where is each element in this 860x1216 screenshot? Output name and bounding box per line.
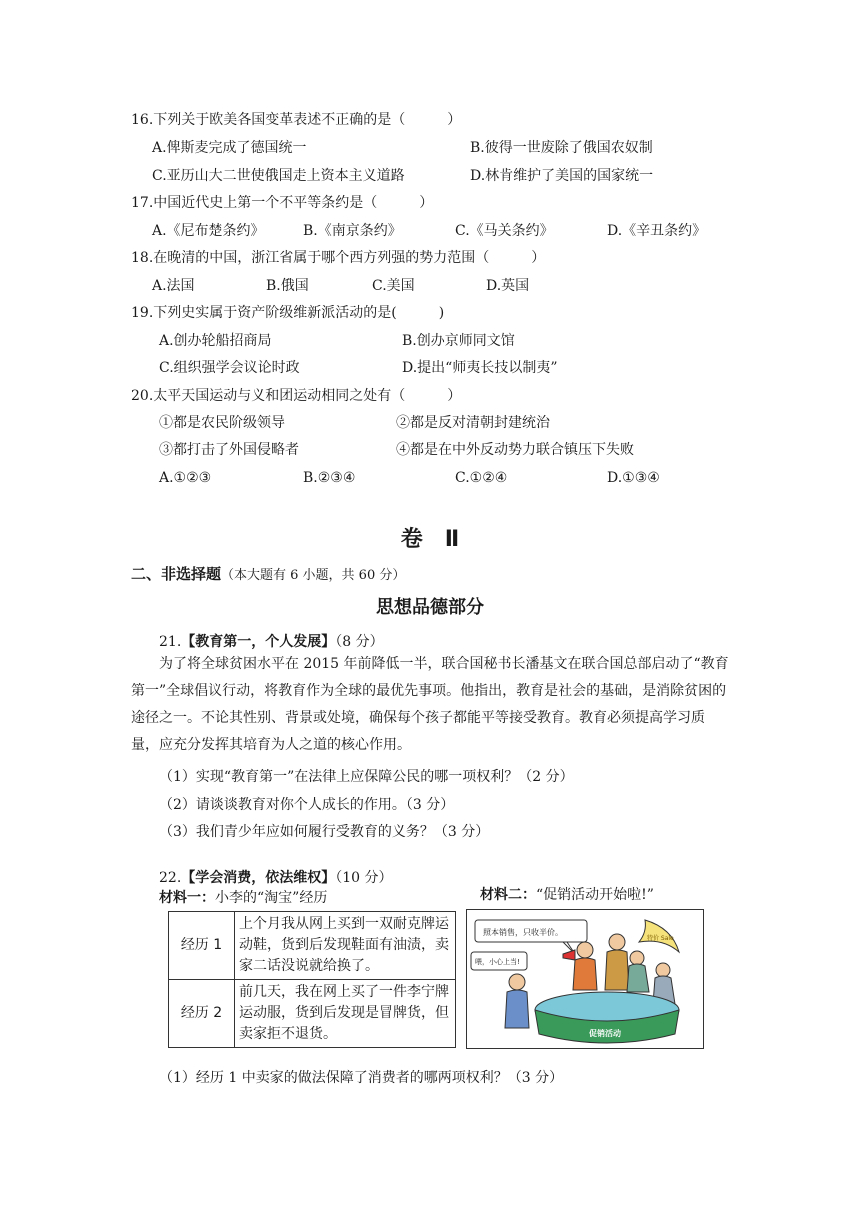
question-20-statement-4: ④都是在中外反动势力联合镇压下失败 [396,442,634,458]
question-18-option-d: D.英国 [486,278,530,294]
question-22-title: 【学会消费，依法维权】 [181,870,336,886]
question-22-heading [159,868,393,888]
question-20-option-b: B.②③④ [303,470,356,486]
material-one-label: 材料一： [159,890,215,906]
part-two-note: （本大题有 6 小题，共 60 分） [221,568,406,583]
question-19-option-b: B.创办京师同文馆 [402,333,515,349]
question-21-score: （8 分） [335,634,384,650]
vendor-head [577,942,593,958]
question-19-stem: 19.下列史实属于资产阶级维新派活动的是( ) [131,305,445,321]
question-18-option-b: B.俄国 [266,278,309,294]
material-one-title: 小李的“淘宝”经历 [215,890,328,906]
question-17-option-c: C.《马关条约》 [455,223,554,239]
question-20-stem: 20.太平天国运动与义和团运动相同之处有（ ） [131,388,462,404]
experience-table [168,911,456,1048]
question-21-sub-1: （1）实现“教育第一”在法律上应保障公民的哪一项权利？（2 分） [159,769,574,785]
subject-title: 思想品德部分 [376,597,484,618]
question-19-option-c: C.组织强学会议论时政 [159,360,300,376]
volume-title: 卷 Ⅱ [400,527,460,552]
question-17-stem: 17.中国近代史上第一个不平等条约是（ ） [131,195,434,211]
part-two-label: 二、非选择题 [131,565,222,583]
table-row [169,980,456,1048]
question-21-sub-2: （2）请谈谈教育对你个人成长的作用。（3 分） [159,797,455,813]
question-20-statement-3: ③都打击了外国侵略者 [159,442,299,458]
cartoon-illustration [467,910,703,1048]
experience-1-text: 上个月我从网上买到一双耐克牌运动鞋，货到后发现鞋面有油渍，卖家二话没说就给换了。 [235,912,456,980]
table-row [169,912,456,980]
question-17-option-b: B.《南京条约》 [303,223,402,239]
question-21-number: 21. [159,634,182,650]
experience-1-label: 经历 1 [169,912,235,980]
question-17-option-d: D.《辛丑条约》 [607,223,707,239]
question-16-option-a: A.俾斯麦完成了德国统一 [152,140,307,156]
warning-person-head [509,974,525,990]
question-21-sub-3: （3）我们青少年应如何履行受教育的义务？（3 分） [159,824,490,840]
pool-label: 促销活动 [589,1029,621,1038]
question-21-title: 【教育第一，个人发展】 [181,634,336,650]
part-two-heading [131,564,405,586]
question-21-paragraph: 为了将全球贫困水平在 2015 年前降低一半，联合国秘书长潘基文在联合国总部启动了“教育第一”全球倡议行动，将教育作为全球的最优先事项。他指出，教育是社会的基础，是消除贫困的途径之一。不论其性别、背景或处境，确保每个孩子都能平等接受教育。教育必须提高学习质量，应充分发挥其培育为人之道的核心作用。 [131,656,729,753]
material-two-label: 材料二： [480,887,536,903]
moon-text: 特价 Sale [647,935,674,942]
experience-2-label: 经历 2 [169,980,235,1048]
question-17-option-a: A.《尼布楚条约》 [152,223,265,239]
experience-2-text: 前几天，我在网上买了一件李宁牌运动服，货到后发现是冒牌货，但卖家拒不退货。 [235,980,456,1048]
question-20-statement-1: ①都是农民阶级领导 [159,415,285,431]
material-one-caption [159,888,327,908]
megaphone-icon [563,950,575,960]
question-19-option-a: A.创办轮船招商局 [159,333,272,349]
question-22-sub-1: （1）经历 1 中卖家的做法保障了消费者的哪两项权利？（3 分） [159,1070,564,1086]
question-16-option-c: C.亚历山大二世使俄国走上资本主义道路 [152,168,405,184]
question-20-statement-2: ②都是反对清朝封建统治 [396,415,550,431]
question-22-number: 22. [159,870,182,886]
material-two-title: “促销活动开始啦!” [536,887,654,903]
question-22-score: （10 分） [335,870,393,886]
question-20-option-c: C.①②④ [455,470,508,486]
question-21-heading [159,632,384,652]
question-19-option-d: D.提出“师夷长技以制夷” [402,360,558,376]
speech-bubble-2-text: 喂，小心上当! [475,958,520,966]
question-18-option-a: A.法国 [152,278,195,294]
question-16-option-d: D.林肯维护了美国的国家统一 [470,168,654,184]
promotion-cartoon [466,909,704,1049]
material-two-caption [480,885,654,905]
question-16-stem: 16.下列关于欧美各国变革表述不正确的是（ ） [131,112,462,128]
question-18-option-c: C.美国 [372,278,415,294]
speech-bubble-1-text: 照本销售，只收半价。 [483,928,563,937]
question-18-stem: 18.在晚清的中国，浙江省属于哪个西方列强的势力范围（ ） [131,250,546,266]
question-20-option-d: D.①③④ [607,470,660,486]
question-16-option-b: B.彼得一世废除了俄国农奴制 [470,140,653,156]
question-20-option-a: A.①②③ [159,470,212,486]
